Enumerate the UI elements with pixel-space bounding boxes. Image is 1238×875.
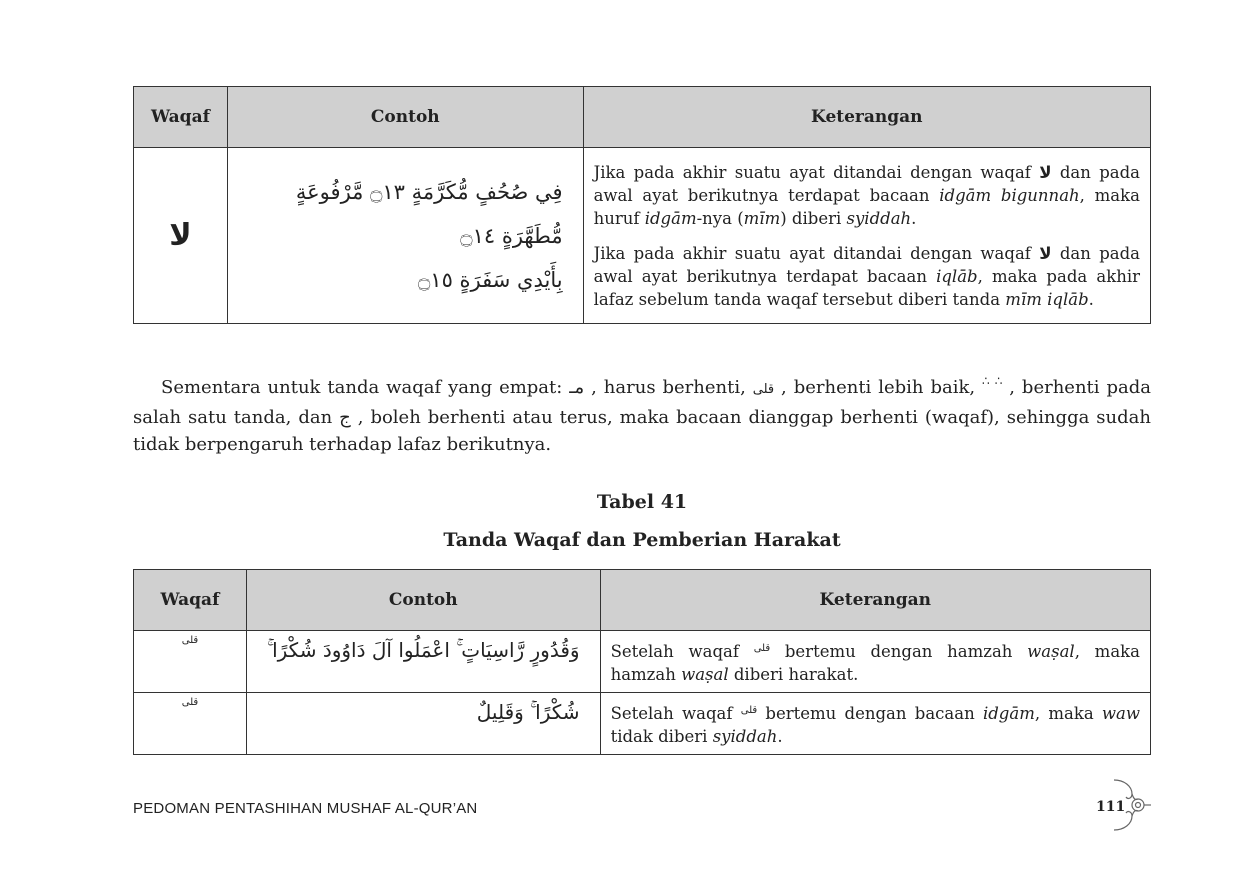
term: waṣal [1027, 642, 1075, 661]
header-contoh: Contoh [227, 87, 583, 148]
footer-title: PEDOMAN PENTASHIHAN MUSHAF AL-QUR’AN [133, 800, 478, 817]
text: , harus berhenti, [584, 377, 753, 398]
term: mīm iqlāb [1005, 289, 1089, 309]
table-row [134, 693, 1151, 755]
keterangan-paragraph-1 [594, 161, 1140, 230]
text: . [911, 208, 917, 228]
text: bertemu dengan hamzah [770, 642, 1028, 661]
waqaf-symbol: قلى [134, 631, 247, 693]
waqaf-la-symbol: لا [1039, 162, 1052, 182]
header-waqaf: Waqaf [134, 570, 247, 631]
text: . [1088, 289, 1094, 309]
text: Sementara untuk tanda waqaf yang empat: [161, 377, 570, 398]
waqaf-muanaqah-symbol: ∴ ∴ [982, 374, 1003, 388]
text: bertemu dengan bacaan [757, 704, 983, 723]
term: idgām [644, 208, 697, 228]
table-header-row [134, 87, 1151, 148]
text: tidak diberi [610, 727, 713, 746]
text: Jika pada akhir suatu ayat ditandai dengan waqaf [593, 162, 1040, 182]
keterangan-cell [583, 148, 1150, 324]
text: ) diberi [780, 208, 847, 228]
text: , maka huruf [593, 185, 1140, 228]
header-waqaf: Waqaf [134, 87, 228, 148]
table-row [134, 631, 1151, 693]
term: mīm [743, 208, 781, 228]
text: , maka [1034, 704, 1102, 723]
ornament-icon [1110, 776, 1154, 834]
waqaf-symbol: قلى [134, 693, 247, 755]
body-paragraph [133, 368, 1151, 459]
text: diberi harakat. [728, 665, 859, 684]
table-number: Tabel 41 [596, 491, 688, 513]
header-keterangan: Keterangan [600, 570, 1150, 631]
keterangan-cell [600, 631, 1150, 693]
table-header-row [134, 570, 1151, 631]
waqaf-jim-symbol: ج [339, 406, 351, 428]
text: -nya ( [696, 208, 744, 228]
example-cell: وَقُدُورٍ رَّاسِيَاتٍ ۚ اعْمَلُوا آلَ دَاوُودَ شُكْرًا ۚ [246, 631, 600, 693]
waqaf-table-1 [133, 86, 1151, 324]
example-cell: شُكْرًا ۚ وَقَلِيلٌ [246, 693, 600, 755]
example-line-1: فِي صُحُفٍ مُّكَرَّمَةٍ ۝١٣ مَّرْفُوعَةٍ مُّطَهَّرَةٍ ۝١٤ [295, 179, 563, 248]
waqaf-qila-symbol: قلى [752, 382, 775, 397]
example-cell [227, 148, 583, 324]
term: idgām bigunnah [939, 185, 1080, 205]
term: syiddah [712, 727, 778, 746]
text: . [777, 727, 783, 746]
text: , maka pada akhir lafaz sebelum tanda waqaf tersebut diberi tanda [593, 266, 1140, 309]
header-keterangan: Keterangan [583, 87, 1150, 148]
table-row [134, 148, 1151, 324]
term: syiddah [846, 208, 912, 228]
text: dan pada awal ayat berikutnya terdapat bacaan [593, 162, 1140, 205]
keterangan-paragraph-2 [594, 242, 1140, 311]
text: , boleh berhenti atau terus, maka bacaan dianggap berhenti (waqaf), sehingga sudah tidak berpengaruh terhadap lafaz berikutnya. [133, 406, 1151, 455]
term: waw [1101, 704, 1140, 723]
text: Setelah waqaf [610, 642, 754, 661]
header-contoh: Contoh [246, 570, 600, 631]
keterangan-cell [600, 693, 1150, 755]
waqaf-la-symbol: لا [1039, 243, 1052, 263]
waqaf-mim-symbol: مـ [569, 377, 585, 398]
term: waṣal [681, 665, 729, 684]
text: , berhenti pada salah satu tanda, dan [133, 377, 1151, 428]
example-line-2: بِأَيْدِي سَفَرَةٍ ۝١٥ [418, 267, 563, 292]
table-title: Tanda Waqaf dan Pemberian Harakat [443, 529, 841, 551]
term: iqlāb [936, 266, 978, 286]
page-number: 111 [1096, 799, 1126, 815]
waqaf-table-2 [133, 569, 1151, 755]
waqaf-qila-symbol: قلى [753, 643, 771, 654]
text: dan pada awal ayat berikutnya terdapat bacaan [593, 243, 1140, 286]
text: Jika pada akhir suatu ayat ditandai dengan waqaf [593, 243, 1040, 263]
text: Setelah waqaf [610, 704, 741, 723]
waqaf-symbol: لا [134, 148, 228, 324]
text: , maka hamzah [610, 642, 1140, 684]
term: idgām [982, 704, 1035, 723]
text: , berhenti lebih baik, [774, 377, 983, 398]
waqaf-qila-symbol: قلى [740, 705, 758, 716]
